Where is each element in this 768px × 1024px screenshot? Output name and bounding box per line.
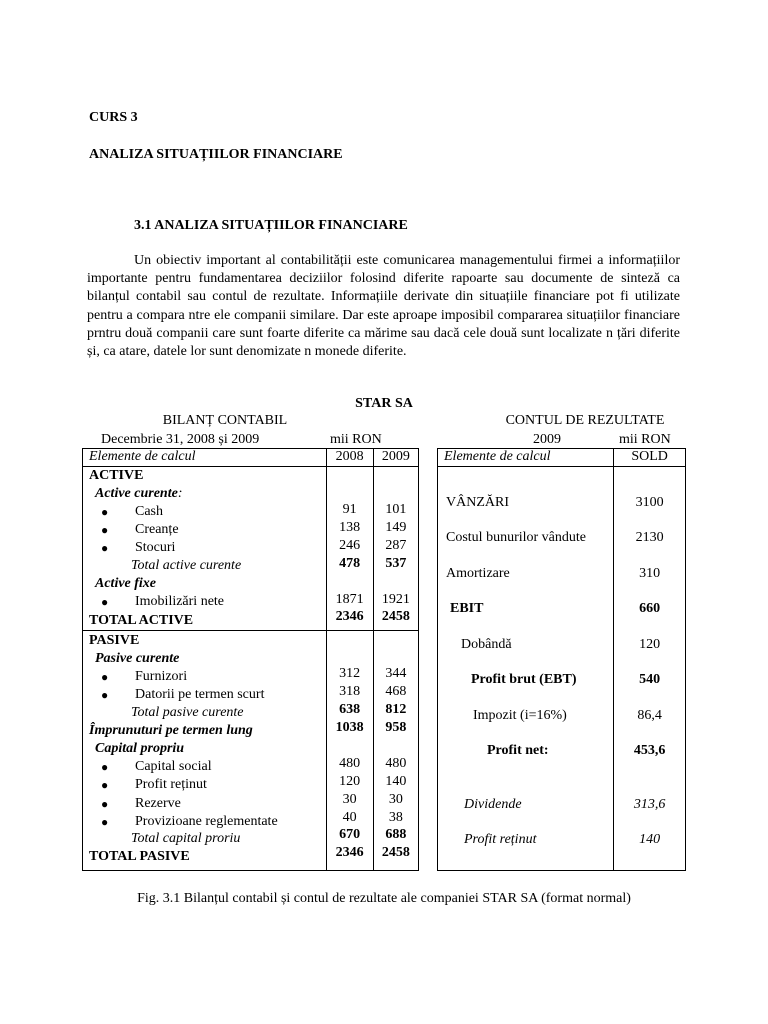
paragraph-text: Un obiectiv important al contabilității este comunicarea managementului firmei a informațiilor importante pentru fundamentarea deciziilor folosind diferite rapoarte sau documente de sinteză ca bilanțul contabil sau contul de rezultate. Informațiile derivate din situațiile financiare pot fi utilizate pentru a compara ntre ele companii similare. Dar este aproape imposibil compararea situațiilor financiare prntru două companii care sunt foarte diferite ca mărime sau dacă cele două sunt localizate n țări diferite și, ca atare, datele lor sunt denomizate n monede diferite. — [87, 253, 680, 360]
cash-2009: 101 — [385, 502, 407, 517]
ebit-value: 660 — [639, 601, 661, 616]
course-label: CURS 3 — [89, 110, 138, 125]
profit-retinut-2008: 120 — [339, 774, 361, 789]
amortizare-label: Amortizare — [446, 566, 510, 581]
balance-title: BILANȚ CONTABIL — [162, 413, 288, 428]
costul-label: Costul bunurilor vândute — [446, 530, 586, 545]
balance-header-2008: 2008 — [335, 449, 364, 464]
imprumuturi-2008: 1038 — [335, 720, 364, 735]
datorii-2008: 318 — [339, 684, 361, 699]
imobilizari-label: Imobilizări nete — [135, 594, 225, 609]
balance-sheet-table — [82, 448, 419, 871]
total-pasive-label: TOTAL PASIVE — [89, 849, 190, 864]
bullet-icon: ● — [101, 595, 109, 609]
bullet-icon: ● — [101, 670, 109, 684]
creante-label: Creanțe — [135, 522, 179, 537]
bullet-icon: ● — [101, 797, 109, 811]
income-header-value: SOLD — [631, 449, 668, 464]
pasive-heading: PASIVE — [89, 633, 140, 648]
imobilizari-2009: 1921 — [381, 592, 410, 607]
creante-2009: 149 — [385, 520, 407, 535]
dividende-value: 313,6 — [633, 797, 666, 812]
income-body — [438, 467, 686, 871]
total-pasive-2008: 2346 — [335, 845, 364, 860]
cash-label: Cash — [135, 504, 163, 519]
dividende-label: Dividende — [464, 797, 522, 812]
total-capital-2008: 670 — [339, 827, 361, 842]
balance-header-label: Elemente de calcul — [89, 449, 196, 464]
rezerve-label: Rezerve — [135, 796, 181, 811]
active-curente-heading: Active curente: — [95, 486, 183, 501]
chapter-title: ANALIZA SITUAȚIILOR FINANCIARE — [89, 147, 343, 162]
balance-unit: mii RON — [330, 432, 382, 447]
income-statement-table — [437, 448, 686, 871]
total-pasive-curente-label: Total pasive curente — [131, 705, 244, 720]
ebit-label: EBIT — [450, 601, 484, 616]
total-active-2009: 2458 — [381, 609, 410, 624]
total-active-label: TOTAL ACTIVE — [89, 613, 194, 628]
bullet-icon: ● — [101, 778, 109, 792]
impozit-label: Impozit (i=16%) — [473, 708, 567, 723]
bullet-icon: ● — [101, 505, 109, 519]
total-capital-2009: 688 — [385, 827, 407, 842]
capital-social-label: Capital social — [135, 759, 212, 774]
bullet-icon: ● — [101, 688, 109, 702]
furnizori-2009: 344 — [385, 666, 407, 681]
creante-2008: 138 — [339, 520, 361, 535]
pasive-curente-heading: Pasive curente — [95, 651, 180, 666]
total-pasive-curente-2009: 812 — [385, 702, 407, 717]
vanzari-label: VÂNZĂRI — [446, 495, 509, 510]
dobanda-label: Dobândă — [461, 637, 512, 652]
pasive-section — [83, 631, 419, 871]
active-section — [83, 467, 419, 631]
active-heading: ACTIVE — [89, 468, 144, 483]
capital-social-2009: 480 — [385, 756, 407, 771]
stocuri-2009: 287 — [385, 538, 407, 553]
imobilizari-2008: 1871 — [335, 592, 364, 607]
capital-propriu-heading: Capital propriu — [95, 741, 185, 756]
income-header-row — [438, 449, 686, 467]
datorii-label: Datorii pe termen scurt — [135, 687, 265, 702]
provizioane-2009: 38 — [388, 810, 403, 825]
section-title: 3.1 ANALIZA SITUAȚIILOR FINANCIARE — [134, 218, 408, 233]
profit-retinut-income-value: 140 — [639, 832, 661, 847]
rezerve-2008: 30 — [342, 792, 357, 807]
bullet-icon: ● — [101, 760, 109, 774]
total-active-curente-2008: 478 — [339, 556, 361, 571]
total-active-2008: 2346 — [335, 609, 364, 624]
vanzari-value: 3100 — [635, 495, 664, 510]
rezerve-2009: 30 — [388, 792, 403, 807]
profit-net-value: 453,6 — [633, 743, 666, 758]
stocuri-2008: 246 — [339, 538, 361, 553]
imprumuturi-2009: 958 — [385, 720, 407, 735]
body-paragraph — [87, 252, 680, 361]
balance-header-row — [83, 449, 419, 467]
total-capital-label: Total capital proriu — [131, 831, 241, 846]
dobanda-value: 120 — [639, 637, 661, 652]
bullet-icon: ● — [101, 541, 109, 555]
impozit-value: 86,4 — [637, 708, 662, 723]
active-fixe-heading: Active fixe — [95, 576, 157, 591]
amortizare-value: 310 — [639, 566, 661, 581]
total-pasive-curente-2008: 638 — [339, 702, 361, 717]
profit-brut-label: Profit brut (EBT) — [471, 672, 577, 687]
cash-2008: 91 — [342, 502, 357, 517]
profit-retinut-2009: 140 — [385, 774, 407, 789]
imprumuturi-label: Împrunuturi pe termen lung — [89, 723, 253, 738]
balance-date: Decembrie 31, 2008 și 2009 — [101, 432, 260, 447]
income-header-label: Elemente de calcul — [444, 449, 551, 464]
profit-net-label: Profit net: — [487, 743, 549, 758]
profit-retinut-income-label: Profit reținut — [464, 832, 537, 847]
datorii-2009: 468 — [385, 684, 407, 699]
total-active-curente-2009: 537 — [385, 556, 407, 571]
income-unit: mii RON — [619, 432, 671, 447]
costul-value: 2130 — [635, 530, 664, 545]
bullet-icon: ● — [101, 815, 109, 829]
income-title: CONTUL DE REZULTATE — [505, 413, 665, 428]
figure-caption: Fig. 3.1 Bilanțul contabil și contul de rezultate ale companiei STAR SA (format normal) — [137, 891, 631, 906]
profit-retinut-label: Profit reținut — [135, 777, 207, 792]
total-active-curente-label: Total active curente — [131, 558, 242, 573]
balance-header-2009: 2009 — [381, 449, 410, 464]
provizioane-2008: 40 — [342, 810, 357, 825]
furnizori-label: Furnizori — [135, 669, 188, 684]
furnizori-2008: 312 — [339, 666, 361, 681]
bullet-icon: ● — [101, 523, 109, 537]
total-pasive-2009: 2458 — [381, 845, 410, 860]
profit-brut-value: 540 — [639, 672, 661, 687]
stocuri-label: Stocuri — [135, 540, 176, 555]
capital-social-2008: 480 — [339, 756, 361, 771]
income-year: 2009 — [533, 432, 561, 447]
company-name: STAR SA — [355, 396, 413, 411]
provizioane-label: Provizioane reglementate — [135, 814, 278, 829]
